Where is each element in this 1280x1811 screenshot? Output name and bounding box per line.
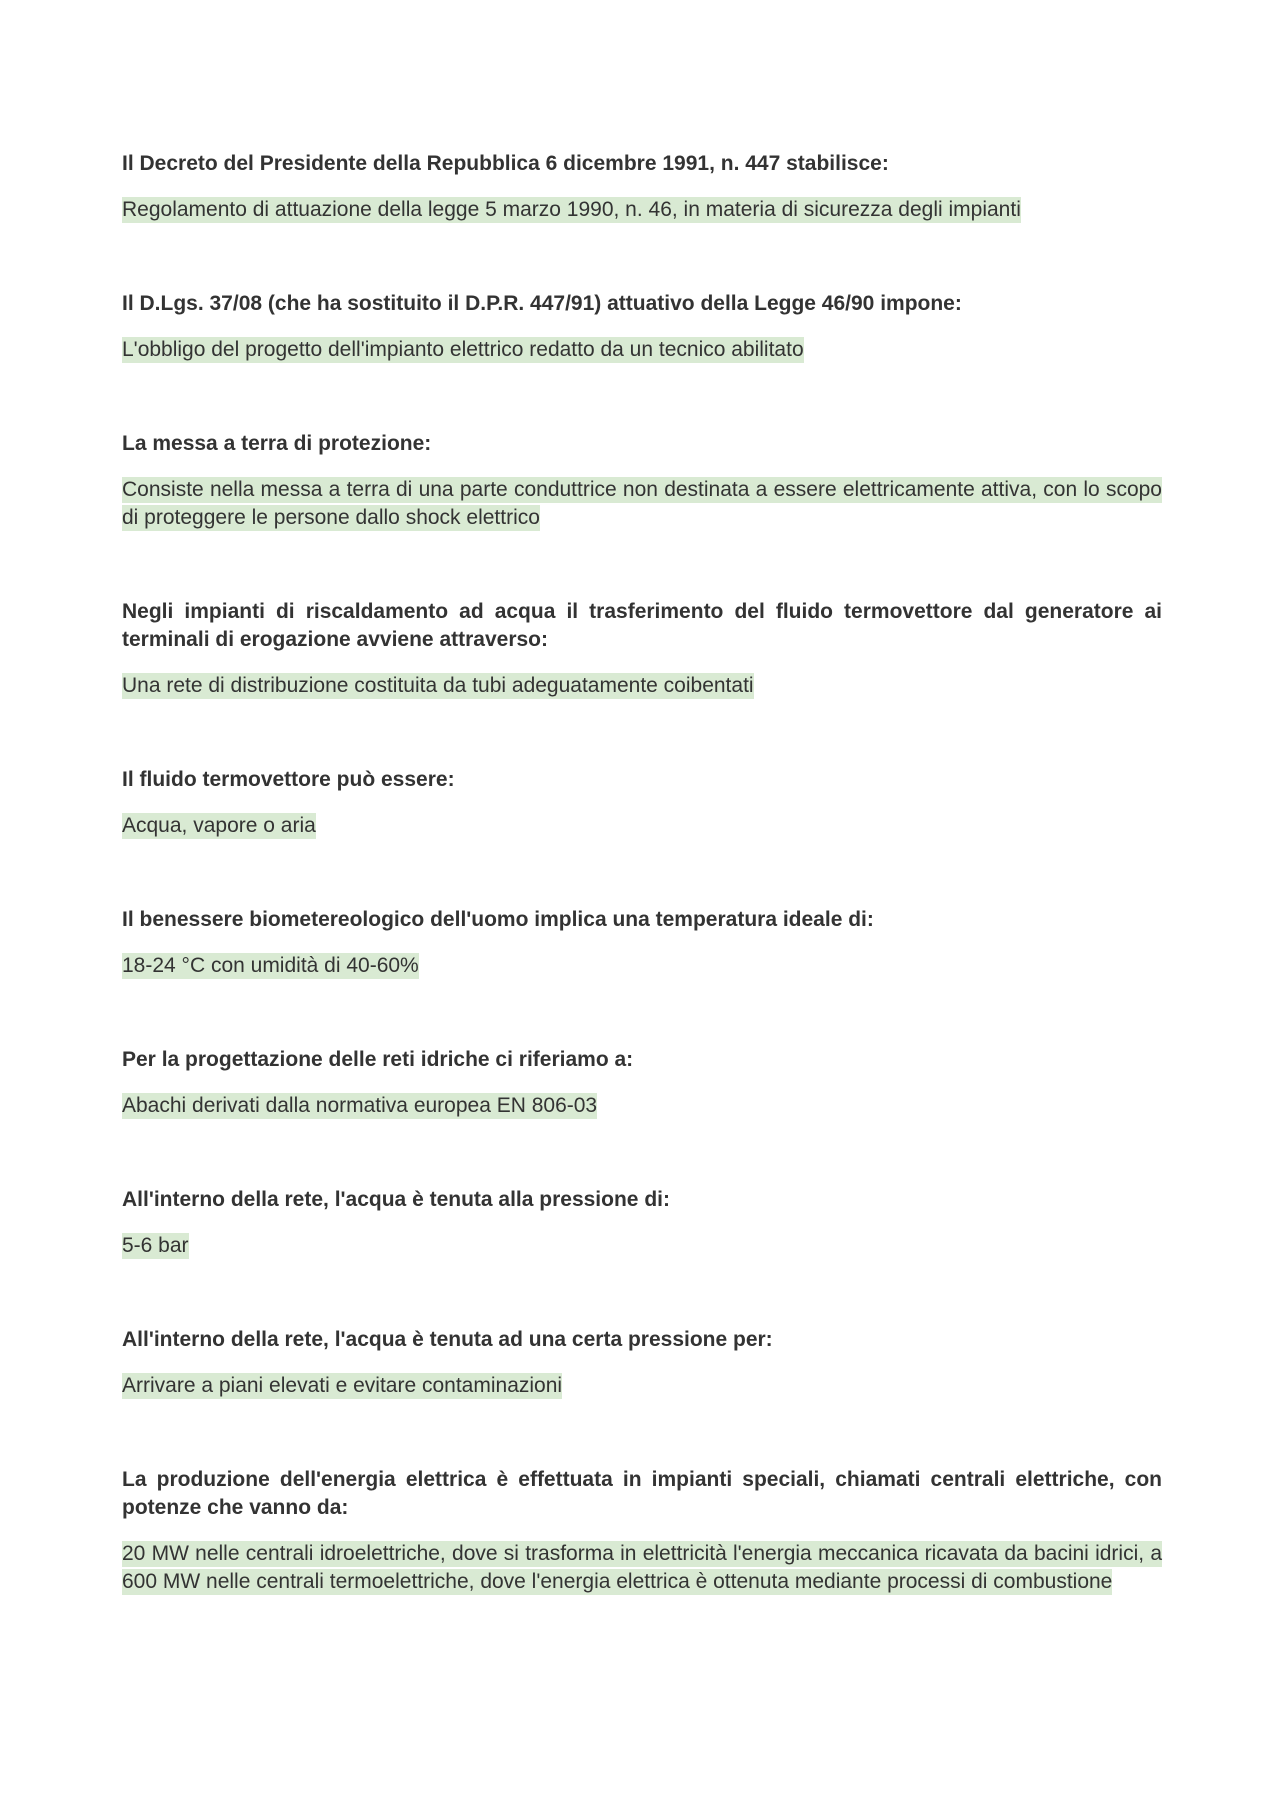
spacer — [122, 532, 1162, 598]
answer-highlight — [122, 1540, 1162, 1596]
document-page — [122, 150, 1162, 1596]
question-text: Negli impianti di riscaldamento ad acqua il trasferimento del fluido termovettore dal generatore ai terminali di erogazione avviene attraverso: — [122, 600, 1162, 651]
qa-item-10 — [122, 1466, 1162, 1596]
answer-text: Acqua, vapore o aria — [122, 814, 316, 837]
answer-text: L'obbligo del progetto dell'impianto elettrico redatto da un tecnico abilitato — [122, 338, 804, 361]
question-text: Il fluido termovettore può essere: — [122, 768, 455, 791]
answer-text: Regolamento di attuazione della legge 5 marzo 1990, n. 46, in materia di sicurezza degli impianti — [122, 198, 1021, 221]
answer-highlight — [122, 476, 1162, 532]
question-text: Per la progettazione delle reti idriche ci riferiamo a: — [122, 1048, 634, 1071]
question-text: All'interno della rete, l'acqua è tenuta alla pressione di: — [122, 1188, 670, 1211]
spacer — [122, 364, 1162, 430]
qa-item-1 — [122, 150, 1162, 224]
qa-item-9 — [122, 1326, 1162, 1400]
answer-text: 20 MW nelle centrali idroelettriche, dove si trasforma in elettricità l'energia meccanica ricavata da bacini idrici, a 600 MW nelle centrali termoelettriche, dove l'energia elettrica è ottenuta mediante processi di combustione — [122, 1542, 1162, 1593]
question-text: La messa a terra di protezione: — [122, 432, 432, 455]
answer-highlight — [122, 1372, 1162, 1400]
question-text: Il benessere biometereologico dell'uomo implica una temperatura ideale di: — [122, 908, 874, 931]
spacer — [122, 840, 1162, 906]
question-text: La produzione dell'energia elettrica è effettuata in impianti speciali, chiamati centrali elettriche, con potenze che vanno da: — [122, 1468, 1162, 1519]
answer-highlight — [122, 1232, 1162, 1260]
qa-item-2 — [122, 290, 1162, 364]
question-text: All'interno della rete, l'acqua è tenuta ad una certa pressione per: — [122, 1328, 773, 1351]
answer-highlight — [122, 812, 1162, 840]
spacer — [122, 224, 1162, 290]
answer-text: Una rete di distribuzione costituita da tubi adeguatamente coibentati — [122, 674, 754, 697]
spacer — [122, 1400, 1162, 1466]
qa-item-5 — [122, 766, 1162, 840]
qa-item-7 — [122, 1046, 1162, 1120]
answer-text: Consiste nella messa a terra di una parte conduttrice non destinata a essere elettricamente attiva, con lo scopo di proteggere le persone dallo shock elettrico — [122, 478, 1162, 529]
answer-highlight — [122, 952, 1162, 980]
answer-highlight — [122, 672, 1162, 700]
qa-item-3 — [122, 430, 1162, 532]
answer-text: Abachi derivati dalla normativa europea EN 806-03 — [122, 1094, 598, 1117]
question-text: Il D.Lgs. 37/08 (che ha sostituito il D.P.R. 447/91) attuativo della Legge 46/90 impone: — [122, 292, 962, 315]
answer-text: 18-24 °C con umidità di 40-60% — [122, 954, 419, 977]
answer-text: 5-6 bar — [122, 1234, 189, 1257]
question-text: Il Decreto del Presidente della Repubblica 6 dicembre 1991, n. 447 stabilisce: — [122, 152, 889, 175]
qa-item-6 — [122, 906, 1162, 980]
answer-text: Arrivare a piani elevati e evitare contaminazioni — [122, 1374, 563, 1397]
answer-highlight — [122, 336, 1162, 364]
answer-highlight — [122, 1092, 1162, 1120]
spacer — [122, 980, 1162, 1046]
spacer — [122, 1120, 1162, 1186]
answer-highlight — [122, 196, 1162, 224]
spacer — [122, 1260, 1162, 1326]
spacer — [122, 700, 1162, 766]
qa-item-8 — [122, 1186, 1162, 1260]
qa-item-4 — [122, 598, 1162, 700]
